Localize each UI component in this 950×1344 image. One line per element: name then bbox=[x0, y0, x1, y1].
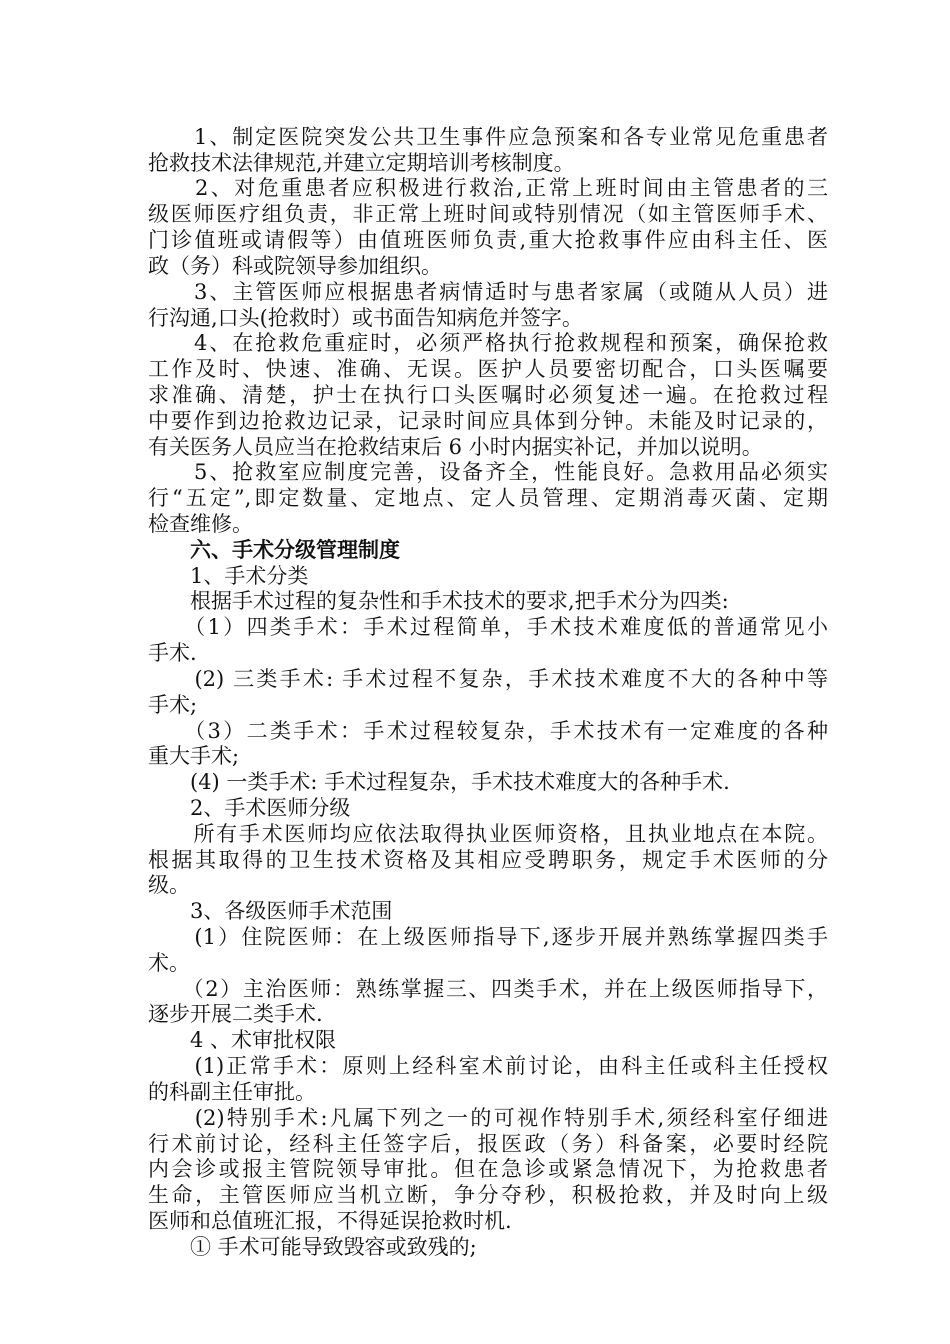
special-surgery-line-1: (2)特别手术:凡属下列之一的可视作特别手术,须经科室仔细进 bbox=[148, 1106, 828, 1130]
paragraph-2-line-3: 门诊值班或请假等）由值班医师负责,重大抢救事件应由科主任、医 bbox=[148, 228, 828, 252]
special-surgery-line-4: 生命，主管医师应当机立断，争分夺秒，积极抢救，并及时向上级 bbox=[148, 1183, 828, 1207]
section-heading: 六、手术分级管理制度 bbox=[148, 538, 400, 562]
paragraph-2-line-2: 级医师医疗组负责，非正常上班时间或特别情况（如主管医师手术、 bbox=[148, 202, 828, 226]
resident-line-1: (1）住院医师：在上级医师指导下,逐步开展并熟练掌握四类手 bbox=[148, 925, 828, 949]
class-4-line-1: （1）四类手术：手术过程简单，手术技术难度低的普通常见小 bbox=[148, 615, 828, 639]
resident-line-2: 术。 bbox=[148, 951, 190, 975]
paragraph-5-line-1: 5、抢救室应制度完善，设备齐全，性能良好。急救用品必须实 bbox=[148, 460, 828, 484]
class-3-line-2: 手术; bbox=[148, 693, 198, 717]
paragraph-5-line-2: 行“五定”,即定数量、定地点、定人员管理、定期消毒灭菌、定期 bbox=[148, 486, 828, 510]
class-2-line-2: 重大手术; bbox=[148, 744, 240, 768]
paragraph-4-line-3: 求准确、清楚，护士在执行口头医嘱时必须复述一遍。在抢救过程 bbox=[148, 383, 828, 407]
grading-line-2: 根据其取得的卫生技术资格及其相应受聘职务，规定手术医师的分 bbox=[148, 848, 828, 872]
subheading-surgeon-grading: 2、手术医师分级 bbox=[148, 796, 351, 820]
subheading-surgery-classification: 1、手术分类 bbox=[148, 564, 309, 588]
special-surgery-line-2: 行术前讨论，经科主任签字后，报医政（务）科备案，必要时经院 bbox=[148, 1132, 828, 1156]
paragraph-4-line-4: 中要作到边抢救边记录，记录时间应具体到分钟。未能及时记录的， bbox=[148, 409, 828, 433]
normal-surgery-line-1: (1)正常手术：原则上经科室术前讨论，由科主任或科主任授权 bbox=[148, 1054, 828, 1078]
subheading-surgery-scope: 3、各级医师手术范围 bbox=[148, 899, 393, 923]
class-2-line-1: （3）二类手术：手术过程较复杂，手术技术有一定难度的各种 bbox=[148, 719, 828, 743]
paragraph-4-line-5: 有关医务人员应当在抢救结束后 6 小时内据实补记，并加以说明。 bbox=[148, 435, 763, 459]
classification-intro: 根据手术过程的复杂性和手术技术的要求,把手术分为四类: bbox=[148, 589, 729, 613]
attending-line-2: 逐步开展二类手术. bbox=[148, 1002, 323, 1026]
normal-surgery-line-2: 的科副主任审批。 bbox=[148, 1080, 316, 1104]
paragraph-5-line-3: 检查维修。 bbox=[148, 512, 253, 536]
grading-line-3: 级。 bbox=[148, 873, 190, 897]
special-surgery-line-5: 医师和总值班汇报，不得延误抢救时机. bbox=[148, 1209, 512, 1233]
class-4-line-2: 手术. bbox=[148, 641, 197, 665]
paragraph-4-line-1: 4、在抢救危重症时，必须严格执行抢救规程和预案，确保抢救 bbox=[148, 331, 828, 355]
subheading-approval-authority: 4 、术审批权限 bbox=[148, 1028, 337, 1052]
class-1-line-1: (4) 一类手术: 手术过程复杂，手术技术难度大的各种手术. bbox=[148, 770, 730, 794]
paragraph-3-line-2: 行沟通,口头(抢救时）或书面告知病危并签字。 bbox=[148, 306, 583, 330]
paragraph-1-line-2: 抢救技术法律规范,并建立定期培训考核制度。 bbox=[148, 151, 575, 175]
paragraph-2-line-1: 2、对危重患者应积极进行救治,正常上班时间由主管患者的三 bbox=[148, 176, 828, 200]
attending-line-1: （2）主治医师：熟练掌握三、四类手术，并在上级医师指导下， bbox=[148, 977, 828, 1001]
paragraph-3-line-1: 3、主管医师应根据患者病情适时与患者家属（或随从人员）进 bbox=[148, 280, 828, 304]
paragraph-4-line-2: 工作及时、快速、准确、无误。医护人员要密切配合，口头医嘱要 bbox=[148, 357, 828, 381]
grading-line-1: 所有手术医师均应依法取得执业医师资格，且执业地点在本院。 bbox=[148, 822, 828, 846]
class-3-line-1: (2) 三类手术: 手术过程不复杂，手术技术难度不大的各种中等 bbox=[148, 667, 828, 691]
paragraph-1-line-1: 1、制定医院突发公共卫生事件应急预案和各专业常见危重患者 bbox=[148, 125, 828, 149]
special-surgery-line-3: 内会诊或报主管院领导审批。但在急诊或紧急情况下，为抢救患者 bbox=[148, 1157, 828, 1181]
special-item-1: ① 手术可能导致毁容或致残的; bbox=[148, 1235, 477, 1259]
paragraph-2-line-4: 政（务）科或院领导参加组织。 bbox=[148, 254, 442, 278]
